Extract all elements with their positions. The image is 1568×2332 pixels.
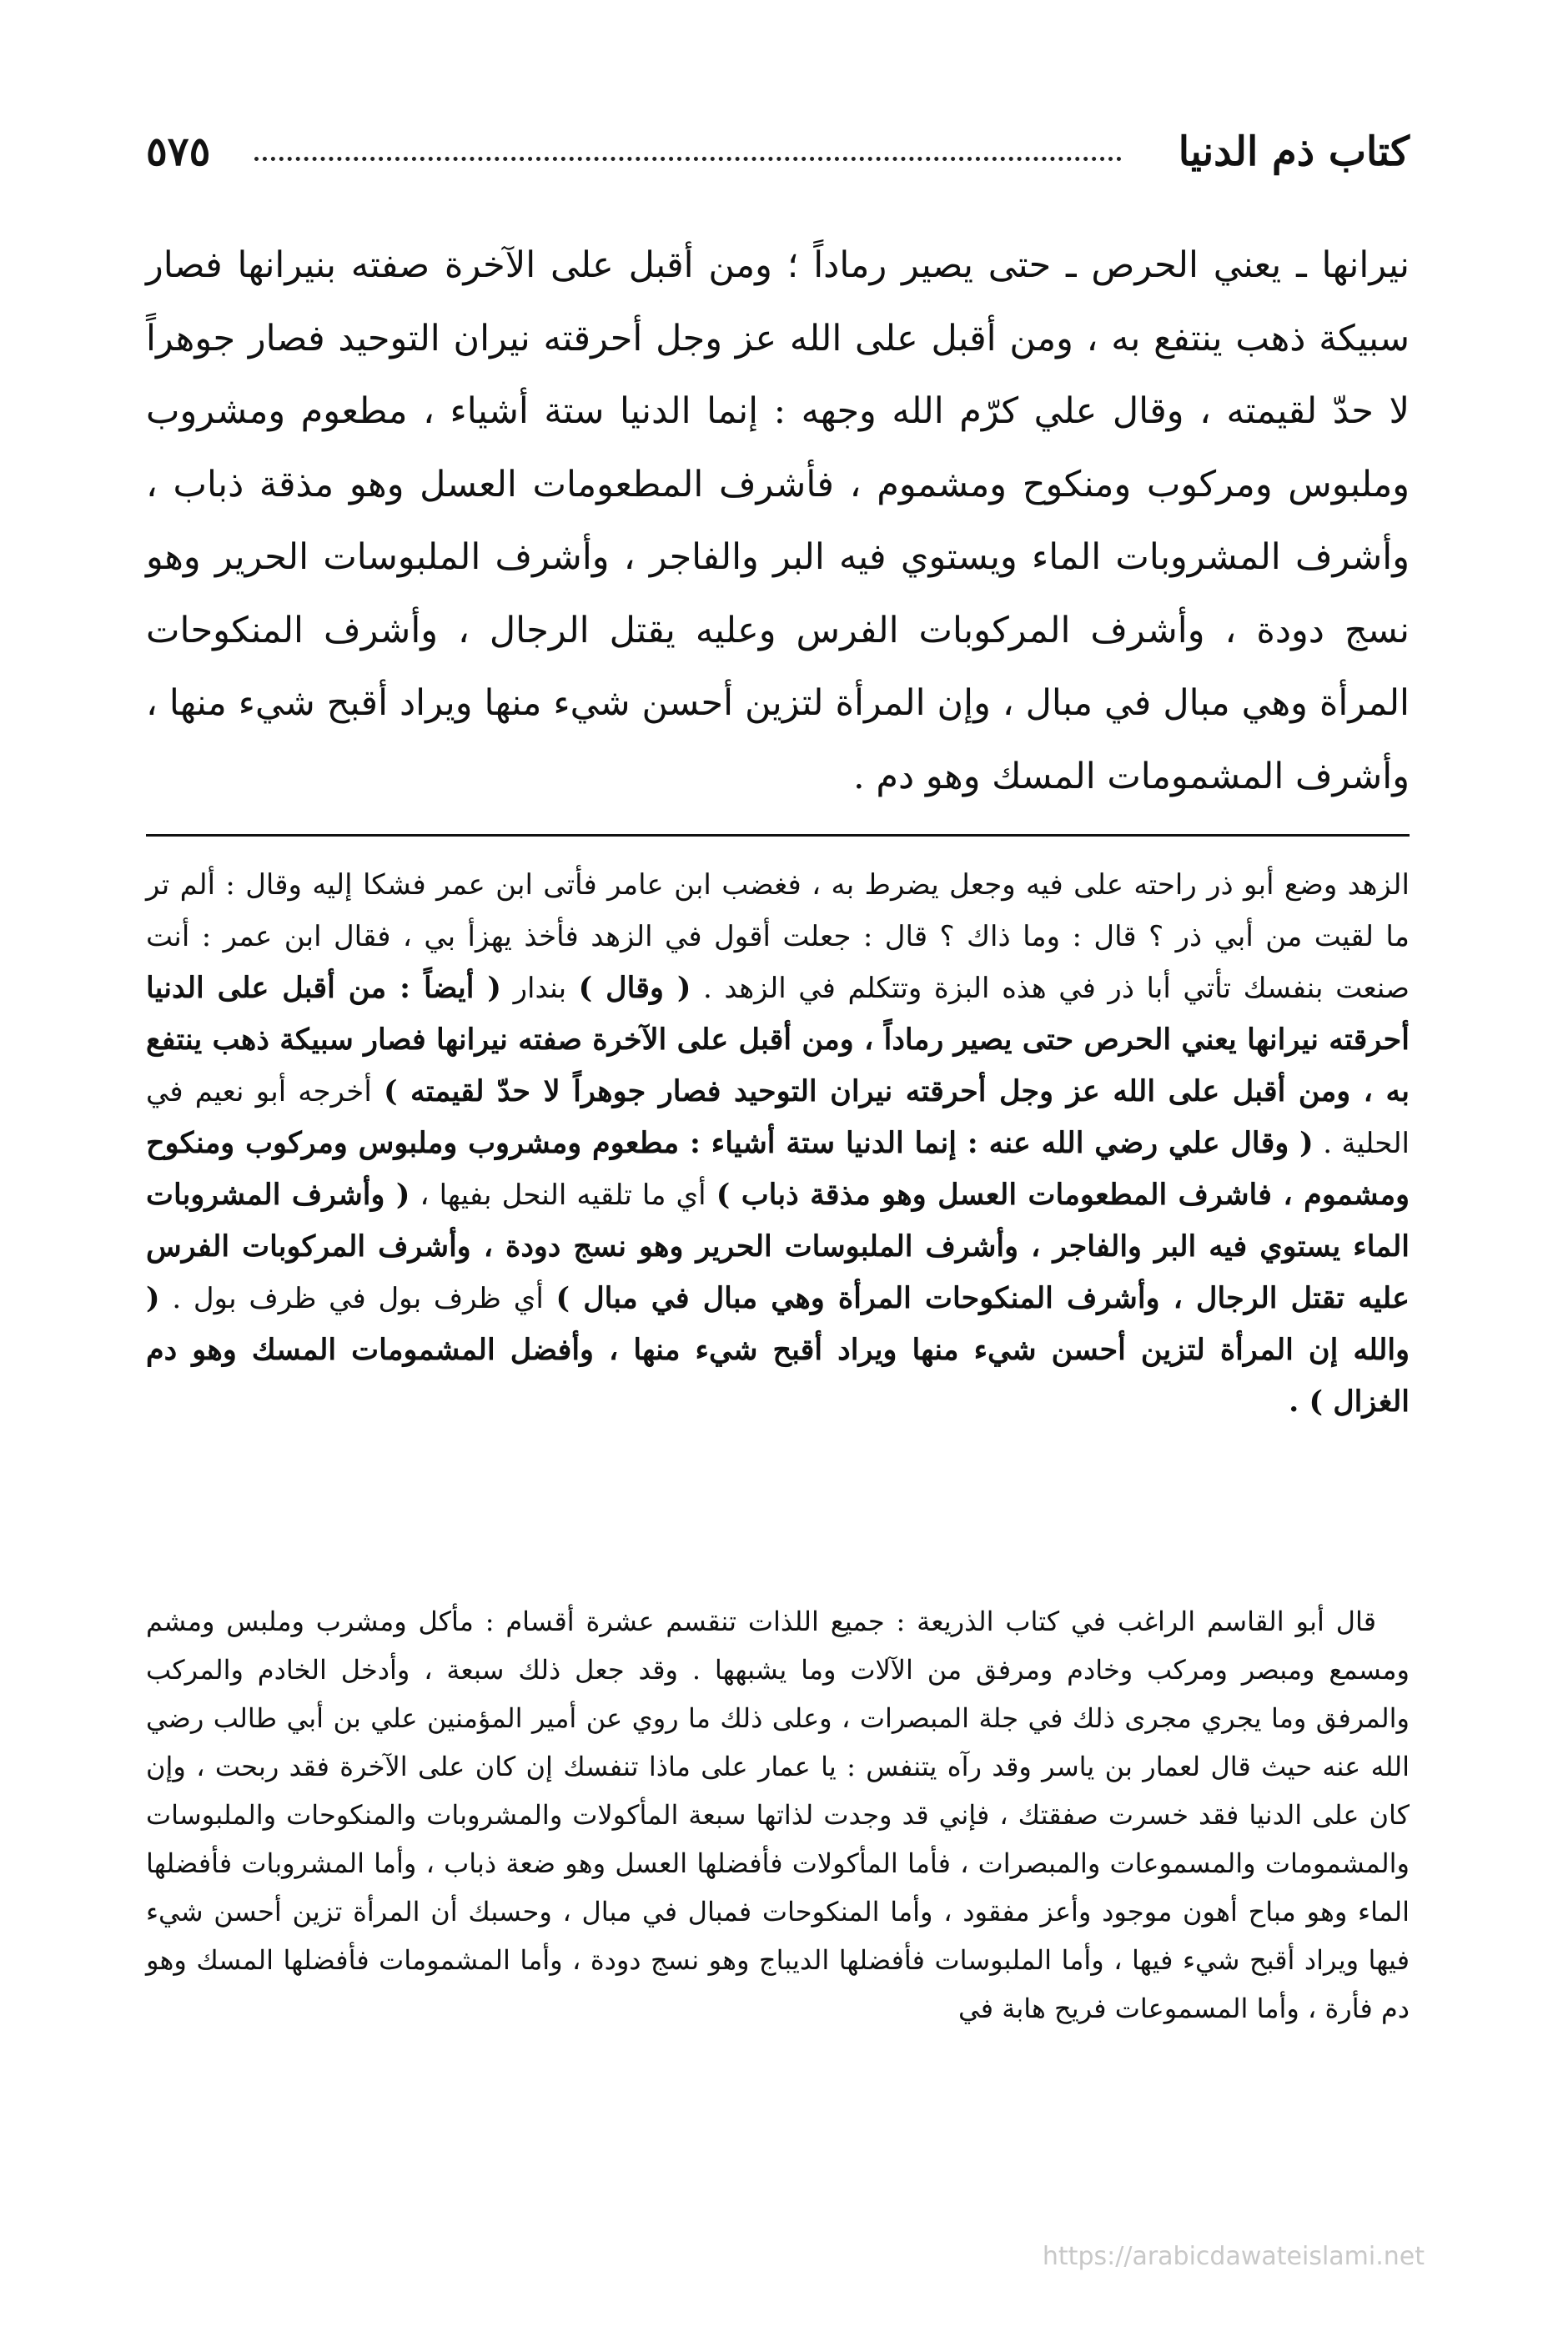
commentary-bold: ( وقال ) (578, 971, 691, 1005)
page-header (146, 125, 1410, 192)
commentary-bold: ( والله إن المرأة لتزين أحسن شيء منها ويراد أقبح شيء منها ، وأفضل المشمومات المسك وهو دم الغزال ) . (146, 1281, 1410, 1419)
page-number: ٥٧٥ (146, 128, 211, 175)
commentary-paragraph (146, 859, 1410, 1428)
commentary-bold: ( وقال علي رضي الله عنه : إنما الدنيا ستة أشياء : مطعوم ومشروب وملبوس ومركوب ومنكوح ومشموم ، فاشرف المطعومات العسل وهو مذقة ذباب ) (146, 1126, 1410, 1212)
commentary-bold: ( أيضاً : من أقبل على الدنيا أحرقته نيرانها يعني الحرص حتى يصير رماداً ، ومن أقبل على الآخرة صفته نيرانها فصار سبيكة ذهب ينتفع به ، ومن أقبل على الله عز وجل أحرقته نيران التوحيد فصار جوهراً لا حدّ لقيمته ) (146, 971, 1410, 1108)
commentary-text: بندار (513, 972, 567, 1005)
running-title: كتاب ذم الدنيا (1178, 128, 1410, 175)
commentary-text: أي ظرف بول في ظرف بول . (172, 1282, 544, 1315)
commentary-bold: ( وأشرف المشروبات الماء يستوي فيه البر والفاجر ، وأشرف الملبوسات الحرير وهو نسج دودة ، وأشرف المركوبات الفرس عليه تقتل الرجال ، وأشرف المنكوحات المرأة وهي مبال في مبال ) (146, 1178, 1410, 1315)
main-text-paragraph: نيرانها ـ يعني الحرص ـ حتى يصير رماداً ؛ ومن أقبل على الآخرة صفته بنيرانها فصار سبيكة ذهب ينتفع به ، ومن أقبل على الله عز وجل أحرقته نيران التوحيد فصار جوهراً لا حدّ لقيمته ، وقال علي كرّم الله وجهه : إنما الدنيا ستة أشياء ، مطعوم ومشروب وملبوس ومركوب ومنكوح ومشموم ، فأشرف المطعومات العسل وهو مذقة ذباب ، وأشرف المشروبات الماء ويستوي فيه البر والفاجر ، وأشرف الملبوسات الحرير وهو نسج دودة ، وأشرف المركوبات الفرس وعليه يقتل الرجال ، وأشرف المنكوحات المرأة وهي مبال في مبال ، وإن المرأة لتزين أحسن شيء منها ويراد أقبح شيء منها ، وأشرف المشمومات المسك وهو دم . (146, 244, 1410, 797)
footnote-divider (146, 834, 1410, 837)
quote-paragraph: قال أبو القاسم الراغب في كتاب الذريعة : جميع اللذات تنقسم عشرة أقسام : مأكل ومشرب وملبس ومشم ومسمع ومبصر ومركب وخادم ومرفق من الآلات وما يشبهها . وقد جعل ذلك سبعة ، وأدخل الخادم والمركب والمرفق وما يجري مجرى ذلك في جلة المبصرات ، وعلى ذلك ما روي عن أمير المؤمنين علي بن أبي طالب رضي الله عنه حيث قال لعمار بن ياسر وقد رآه يتنفس : يا عمار على ماذا تنفسك إن كان على الآخرة فقد ربحت ، وإن كان على الدنيا فقد خسرت صفقتك ، فإني قد وجدت لذاتها سبعة المأكولات والمشروبات والمنكوحات والملبوسات والمشمومات والمسموعات والمبصرات ، فأما المأكولات فأفضلها العسل وهو ضعة ذباب ، وأما المشروبات فأفضلها الماء وهو مباح أهون موجود وأعز مفقود ، وأما المنكوحات فمبال في مبال ، وحسبك أن المرأة تزين أحسن شيء فيها ويراد أقبح شيء فيها ، وأما الملبوسات فأفضلها الديباج وهو نسج دودة ، وأما المشمومات فأفضلها المسك وهو دم فأرة ، وأما المسموعات فريح هابة في (146, 1606, 1410, 2024)
header-dot-leader (254, 148, 1122, 161)
site-watermark: https://arabicdawateislami.net (1042, 2242, 1425, 2271)
commentary-block (146, 859, 1410, 1428)
commentary-text: أي ما تلقيه النحل بفيها ، (420, 1179, 706, 1212)
commentary-text: أخرجه أبو نعيم في الحلية . (146, 1075, 1410, 1160)
commentary-text: الزهد وضع أبو ذر راحته على فيه وجعل يضرط به ، فغضب ابن عامر فأتى ابن عمر فشكا إليه وقال : ألم تر ما لقيت من أبي ذر ؟ قال : وما ذاك ؟ قال : جعلت أقول في الزهد فأخذ يهزأ بي ، فقال ابن عمر : أنت صنعت بنفسك تأتي أبا ذر في هذه البزة وتتكلم في الزهد . (146, 868, 1410, 1005)
